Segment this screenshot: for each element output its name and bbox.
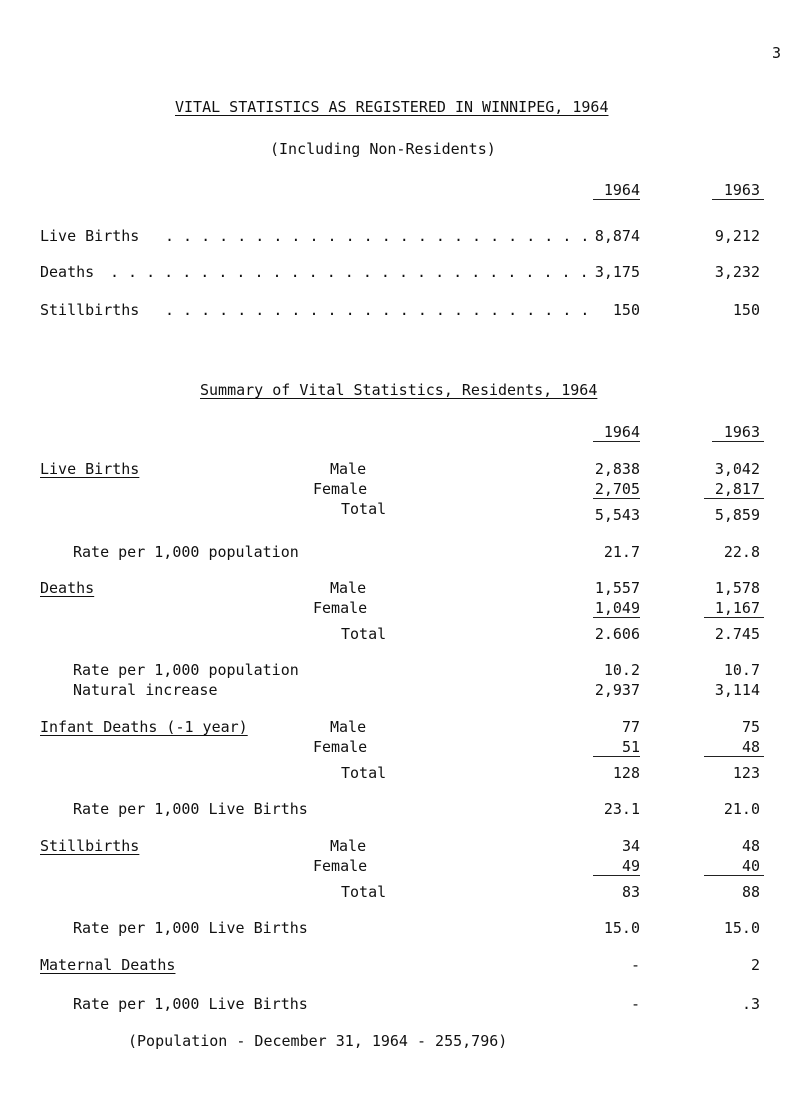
natural-increase-1964: 2,937 — [594, 681, 640, 699]
section-heading: Stillbirths — [40, 837, 140, 855]
summary-col-header-1964: 1964 — [603, 423, 640, 441]
total-label: Total — [341, 764, 387, 782]
rate-label: Rate per 1,000 Live Births — [73, 919, 308, 937]
female-1964: 51 — [621, 738, 640, 756]
total-label: Total — [341, 500, 387, 518]
population-note: (Population - December 31, 1964 - 255,796) — [128, 1032, 508, 1050]
subtotal-rule — [593, 498, 640, 499]
value-1963: 150 — [732, 301, 760, 319]
value-1964: 150 — [612, 301, 640, 319]
female-1963: 48 — [741, 738, 760, 756]
female-label: Female — [313, 599, 368, 617]
maternal-1963: 2 — [750, 956, 760, 974]
male-1963: 48 — [741, 837, 760, 855]
rate-1964: 21.7 — [603, 543, 640, 561]
header-rule-1964 — [593, 199, 640, 200]
rate-1963: 21.0 — [723, 800, 760, 818]
male-1964: 34 — [621, 837, 640, 855]
col-header-1964: 1964 — [603, 181, 640, 199]
total-label: Total — [341, 625, 387, 643]
value-1964: 8,874 — [594, 227, 640, 245]
value-1963: 9,212 — [714, 227, 760, 245]
male-label: Male — [330, 579, 367, 597]
subtotal-rule — [593, 617, 640, 618]
subtotal-rule — [704, 875, 764, 876]
subtotal-rule — [704, 498, 764, 499]
col-header-1963: 1963 — [723, 181, 760, 199]
page-number: 3 — [772, 44, 782, 62]
row-label: Stillbirths — [40, 301, 140, 319]
value-1964: 3,175 — [594, 263, 640, 281]
maternal-1964: - — [630, 956, 640, 974]
section-heading: Deaths — [40, 579, 95, 597]
male-1964: 77 — [621, 718, 640, 736]
male-1963: 75 — [741, 718, 760, 736]
rate-1963: 15.0 — [723, 919, 760, 937]
rate-label: Rate per 1,000 Live Births — [73, 800, 308, 818]
summary-title: Summary of Vital Statistics, Residents, 1964 — [200, 381, 598, 399]
page-subtitle: (Including Non-Residents) — [270, 140, 496, 158]
total-1964: 5,543 — [594, 506, 640, 524]
page-title: VITAL STATISTICS AS REGISTERED IN WINNIPEG, 1964 — [175, 98, 609, 116]
rate-1963: 10.7 — [723, 661, 760, 679]
total-1963: 88 — [741, 883, 760, 901]
male-1963: 3,042 — [714, 460, 760, 478]
natural-increase-label: Natural increase — [73, 681, 218, 699]
rate-1964: 23.1 — [603, 800, 640, 818]
total-1964: 83 — [621, 883, 640, 901]
male-label: Male — [330, 837, 367, 855]
female-1963: 2,817 — [714, 480, 760, 498]
subtotal-rule — [593, 875, 640, 876]
value-1963: 3,232 — [714, 263, 760, 281]
male-1964: 2,838 — [594, 460, 640, 478]
subtotal-rule — [704, 617, 764, 618]
total-1963: 2.745 — [714, 625, 760, 643]
female-label: Female — [313, 738, 368, 756]
rate-label: Rate per 1,000 Live Births — [73, 995, 308, 1013]
rate-1964: 15.0 — [603, 919, 640, 937]
male-label: Male — [330, 460, 367, 478]
rate-label: Rate per 1,000 population — [73, 543, 299, 561]
section-heading: Infant Deaths (-1 year) — [40, 718, 248, 736]
male-1964: 1,557 — [594, 579, 640, 597]
female-1964: 49 — [621, 857, 640, 875]
natural-increase-1963: 3,114 — [714, 681, 760, 699]
male-1963: 1,578 — [714, 579, 760, 597]
subtotal-rule — [704, 756, 764, 757]
row-label: Deaths — [40, 263, 95, 281]
section-heading: Live Births — [40, 460, 140, 478]
section-heading: Maternal Deaths — [40, 956, 176, 974]
rate-1963: .3 — [741, 995, 760, 1013]
dot-leader: . . . . . . . . . . . . . . . . . . . . . . . . — [165, 227, 590, 245]
summary-col-header-1963: 1963 — [723, 423, 760, 441]
total-1963: 123 — [732, 764, 760, 782]
female-1964: 1,049 — [594, 599, 640, 617]
female-1964: 2,705 — [594, 480, 640, 498]
female-1963: 40 — [741, 857, 760, 875]
summary-header-rule-1964 — [593, 441, 640, 442]
male-label: Male — [330, 718, 367, 736]
dot-leader: . . . . . . . . . . . . . . . . . . . . . . . . — [165, 301, 590, 319]
female-1963: 1,167 — [714, 599, 760, 617]
rate-label: Rate per 1,000 population — [73, 661, 299, 679]
rate-1963: 22.8 — [723, 543, 760, 561]
rate-1964: - — [630, 995, 640, 1013]
total-1963: 5,859 — [714, 506, 760, 524]
total-1964: 128 — [612, 764, 640, 782]
female-label: Female — [313, 857, 368, 875]
row-label: Live Births — [40, 227, 140, 245]
female-label: Female — [313, 480, 368, 498]
total-label: Total — [341, 883, 387, 901]
rate-1964: 10.2 — [603, 661, 640, 679]
header-rule-1963 — [712, 199, 764, 200]
summary-header-rule-1963 — [712, 441, 764, 442]
subtotal-rule — [593, 756, 640, 757]
dot-leader: . . . . . . . . . . . . . . . . . . . . . . . . . . . — [110, 263, 589, 281]
total-1964: 2.606 — [594, 625, 640, 643]
